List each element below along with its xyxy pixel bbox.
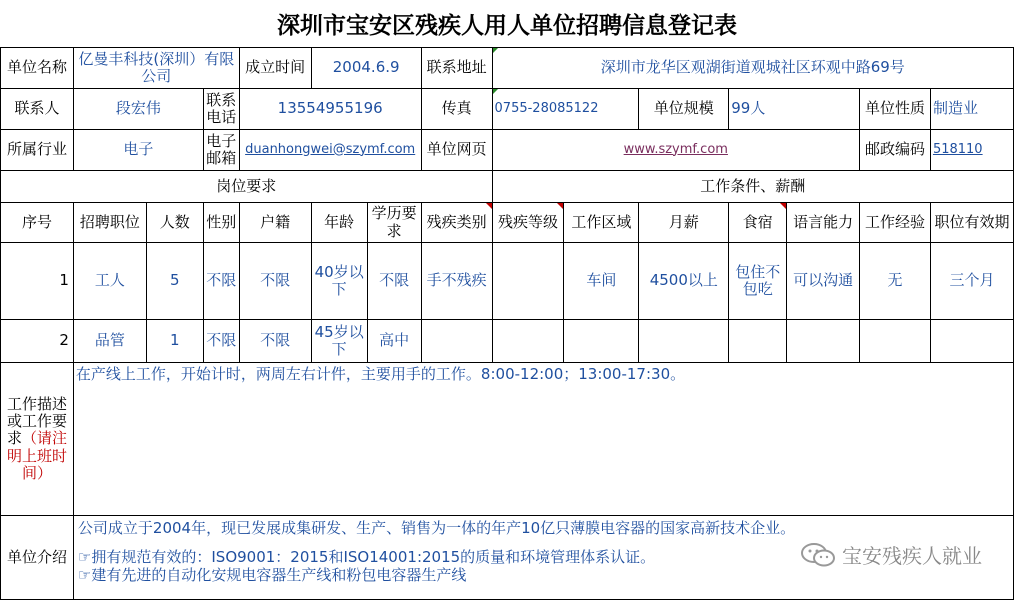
col-header-validity: 职位有效期	[930, 203, 1013, 243]
email-link[interactable]: duanhongwei@szymf.com	[239, 130, 421, 171]
job-hukou: 不限	[239, 243, 311, 320]
col-header-experience: 工作经验	[860, 203, 931, 243]
email-label-line2: 邮箱	[206, 149, 237, 167]
job-validity: 三个月	[930, 243, 1013, 320]
job-description-value: 在产线上工作，开始计时，两周左右计件，主要用手的工作。8:00-12:00；13:00-17:30。	[73, 363, 1013, 516]
phone-label-line1: 联系	[206, 90, 237, 109]
intro-line-2: ☞拥有规范有效的：ISO9001：2015和ISO14001:2015的质量和环境管理体系认证。	[77, 548, 656, 567]
job-board: 包住不包吃	[729, 243, 787, 320]
company-name-label: 单位名称	[1, 48, 74, 89]
address-value: 深圳市龙华区观湖街道观城社区环观中路69号	[492, 48, 1013, 89]
col-header-board: 食宿	[729, 203, 787, 243]
job-description-label	[1, 363, 74, 516]
col-header-age: 年龄	[311, 203, 367, 243]
job-no: 1	[1, 243, 74, 320]
scale-label: 单位规模	[639, 89, 729, 130]
industry-value: 电子	[73, 130, 203, 171]
postcode-value: 518110	[930, 130, 1013, 171]
industry-label: 所属行业	[1, 130, 74, 171]
website-link[interactable]: www.szymf.com	[492, 130, 860, 171]
col-header-area: 工作区域	[564, 203, 639, 243]
form-title: 深圳市宝安区残疾人用人单位招聘信息登记表	[277, 12, 737, 39]
fax-label: 传真	[421, 89, 492, 130]
address-label: 联系地址	[421, 48, 492, 89]
job-gender: 不限	[203, 320, 239, 363]
job-disability-level	[492, 243, 564, 320]
job-experience: 无	[860, 243, 931, 320]
job-disability-type: 手不残疾	[421, 243, 492, 320]
intro-line-3: ☞建有先进的自动化安规电容器生产线和粉包电容器生产线	[77, 565, 467, 584]
registration-table	[0, 47, 1014, 600]
contact-label: 联系人	[1, 89, 74, 130]
email-label	[203, 130, 239, 171]
job-count: 5	[146, 243, 203, 320]
col-header-hukou: 户籍	[239, 203, 311, 243]
nature-value: 制造业	[930, 89, 1013, 130]
col-header-education: 学历要求	[367, 203, 421, 243]
wechat-icon	[800, 542, 836, 568]
job-board	[729, 320, 787, 363]
col-header-salary: 月薪	[639, 203, 729, 243]
job-requirements-header: 岗位要求	[1, 171, 493, 203]
job-experience	[860, 320, 931, 363]
job-age: 40岁以下	[311, 243, 367, 320]
table-row	[1, 243, 1014, 320]
job-disability-level	[492, 320, 564, 363]
intro-line-1: 公司成立于2004年，现已发展成集研发、生产、销售为一体的年产10亿只薄膜电容器的国家高新技术企业。	[77, 519, 796, 537]
col-header-disability-level: 残疾等级	[492, 203, 564, 243]
job-area	[564, 320, 639, 363]
job-education: 不限	[367, 243, 421, 320]
job-language: 可以沟通	[787, 243, 860, 320]
job-validity	[930, 320, 1013, 363]
column-header-row	[1, 203, 1014, 243]
nature-label: 单位性质	[860, 89, 931, 130]
established-label: 成立时间	[239, 48, 311, 89]
job-area: 车间	[564, 243, 639, 320]
job-salary: 4500以上	[639, 243, 729, 320]
col-header-language: 语言能力	[787, 203, 860, 243]
fax-value: 0755-28085122	[492, 89, 639, 130]
col-header-position: 招聘职位	[73, 203, 146, 243]
job-position: 工人	[73, 243, 146, 320]
work-conditions-header: 工作条件、薪酬	[492, 171, 1013, 203]
contact-value: 段宏伟	[73, 89, 203, 130]
job-no: 2	[1, 320, 74, 363]
job-disability-type	[421, 320, 492, 363]
scale-value: 99人	[729, 89, 860, 130]
table-row	[1, 320, 1014, 363]
established-value: 2004.6.9	[311, 48, 421, 89]
website-label: 单位网页	[421, 130, 492, 171]
job-education: 高中	[367, 320, 421, 363]
phone-label-line2: 电话	[206, 108, 237, 126]
job-count: 1	[146, 320, 203, 363]
job-age: 45岁以下	[311, 320, 367, 363]
col-header-gender: 性别	[203, 203, 239, 243]
phone-label	[203, 89, 239, 130]
company-intro-label: 单位介绍	[1, 516, 74, 600]
job-description-label-line2: 或工作要	[6, 412, 67, 431]
col-header-disability-type: 残疾类别	[421, 203, 492, 243]
job-position: 品管	[73, 320, 146, 363]
job-hukou: 不限	[239, 320, 311, 363]
col-header-no: 序号	[1, 203, 74, 243]
wechat-watermark	[800, 540, 982, 569]
job-salary	[639, 320, 729, 363]
watermark-text: 宝安残疾人就业	[842, 544, 982, 568]
company-name-value: 亿曼丰科技(深圳）有限公司	[73, 48, 239, 89]
job-description-label-line3: 求	[6, 429, 22, 448]
phone-value: 13554955196	[239, 89, 421, 130]
job-description-label-line1: 工作描述	[6, 394, 67, 413]
job-language	[787, 320, 860, 363]
col-header-count: 人数	[146, 203, 203, 243]
postcode-label: 邮政编码	[860, 130, 931, 171]
email-label-line1: 电子	[206, 131, 237, 150]
job-gender: 不限	[203, 243, 239, 320]
job-description-note: （请注明上班时间）	[6, 429, 67, 482]
